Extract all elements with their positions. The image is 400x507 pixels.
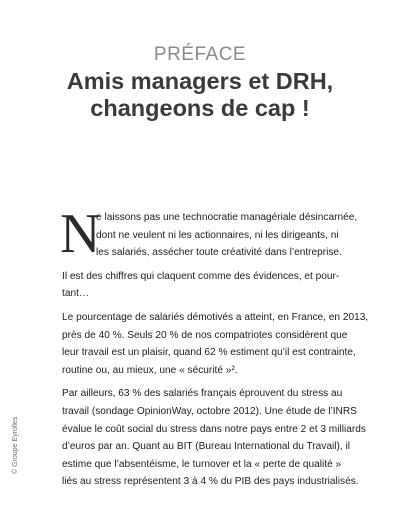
text-line: Le pourcentage de salariés démotivés a atteint, en France, en 2013,	[62, 311, 369, 323]
text-line: estime que l’absentéisme, le turnover et la « perte de qualité »	[62, 458, 342, 470]
text-line: liés au stress représentent 3 à 4 % du PIB des pays industrialisés.	[62, 476, 359, 488]
text-line: Il est des chiffres qui claquent comme des évidences, et pour-	[62, 270, 340, 282]
body-text	[60, 203, 369, 497]
text-line: e laissons pas une technocratie managériale désincarnée,	[96, 212, 358, 223]
text-line: tant…	[62, 288, 90, 300]
paragraph	[62, 268, 340, 303]
title-line-2: changeons de cap !	[90, 95, 310, 121]
text-line: Par ailleurs, 63 % des salariés français éprouvent du stress au	[62, 388, 343, 400]
text-line: travail (sondage OpinionWay, octobre 2012). Une étude de l’INRS	[62, 405, 357, 417]
text-line: évalue le coût social du stress dans notre pays entre 2 et 3 milliards	[62, 423, 366, 435]
paragraph	[62, 309, 369, 379]
drop-cap: N	[60, 203, 101, 265]
section-kicker: PRÉFACE	[153, 44, 247, 65]
text-line: routine ou, au mieux, une « sécurité »².	[62, 364, 238, 376]
title-line-1: Amis managers et DRH,	[66, 68, 334, 94]
copyright-notice: © Groupe Eyrolles	[12, 416, 19, 474]
text-line: d’euros par an. Quant au BIT (Bureau International du Travail), il	[62, 441, 350, 453]
text-line: près de 40 %. Seuls 20 % de nos compatriotes considèrent que	[62, 329, 348, 341]
paragraph-intro	[60, 203, 358, 265]
text-line: leur travail est un plaisir, quand 62 % estiment qu’il est contrainte,	[62, 347, 356, 359]
paragraph	[62, 385, 366, 491]
text-line: les salariés, assécher toute créativité dans l’entreprise.	[96, 247, 342, 259]
text-line: dont ne veulent ni les actionnaires, ni les dirigeants, ni	[96, 229, 339, 241]
page-title	[0, 68, 400, 122]
